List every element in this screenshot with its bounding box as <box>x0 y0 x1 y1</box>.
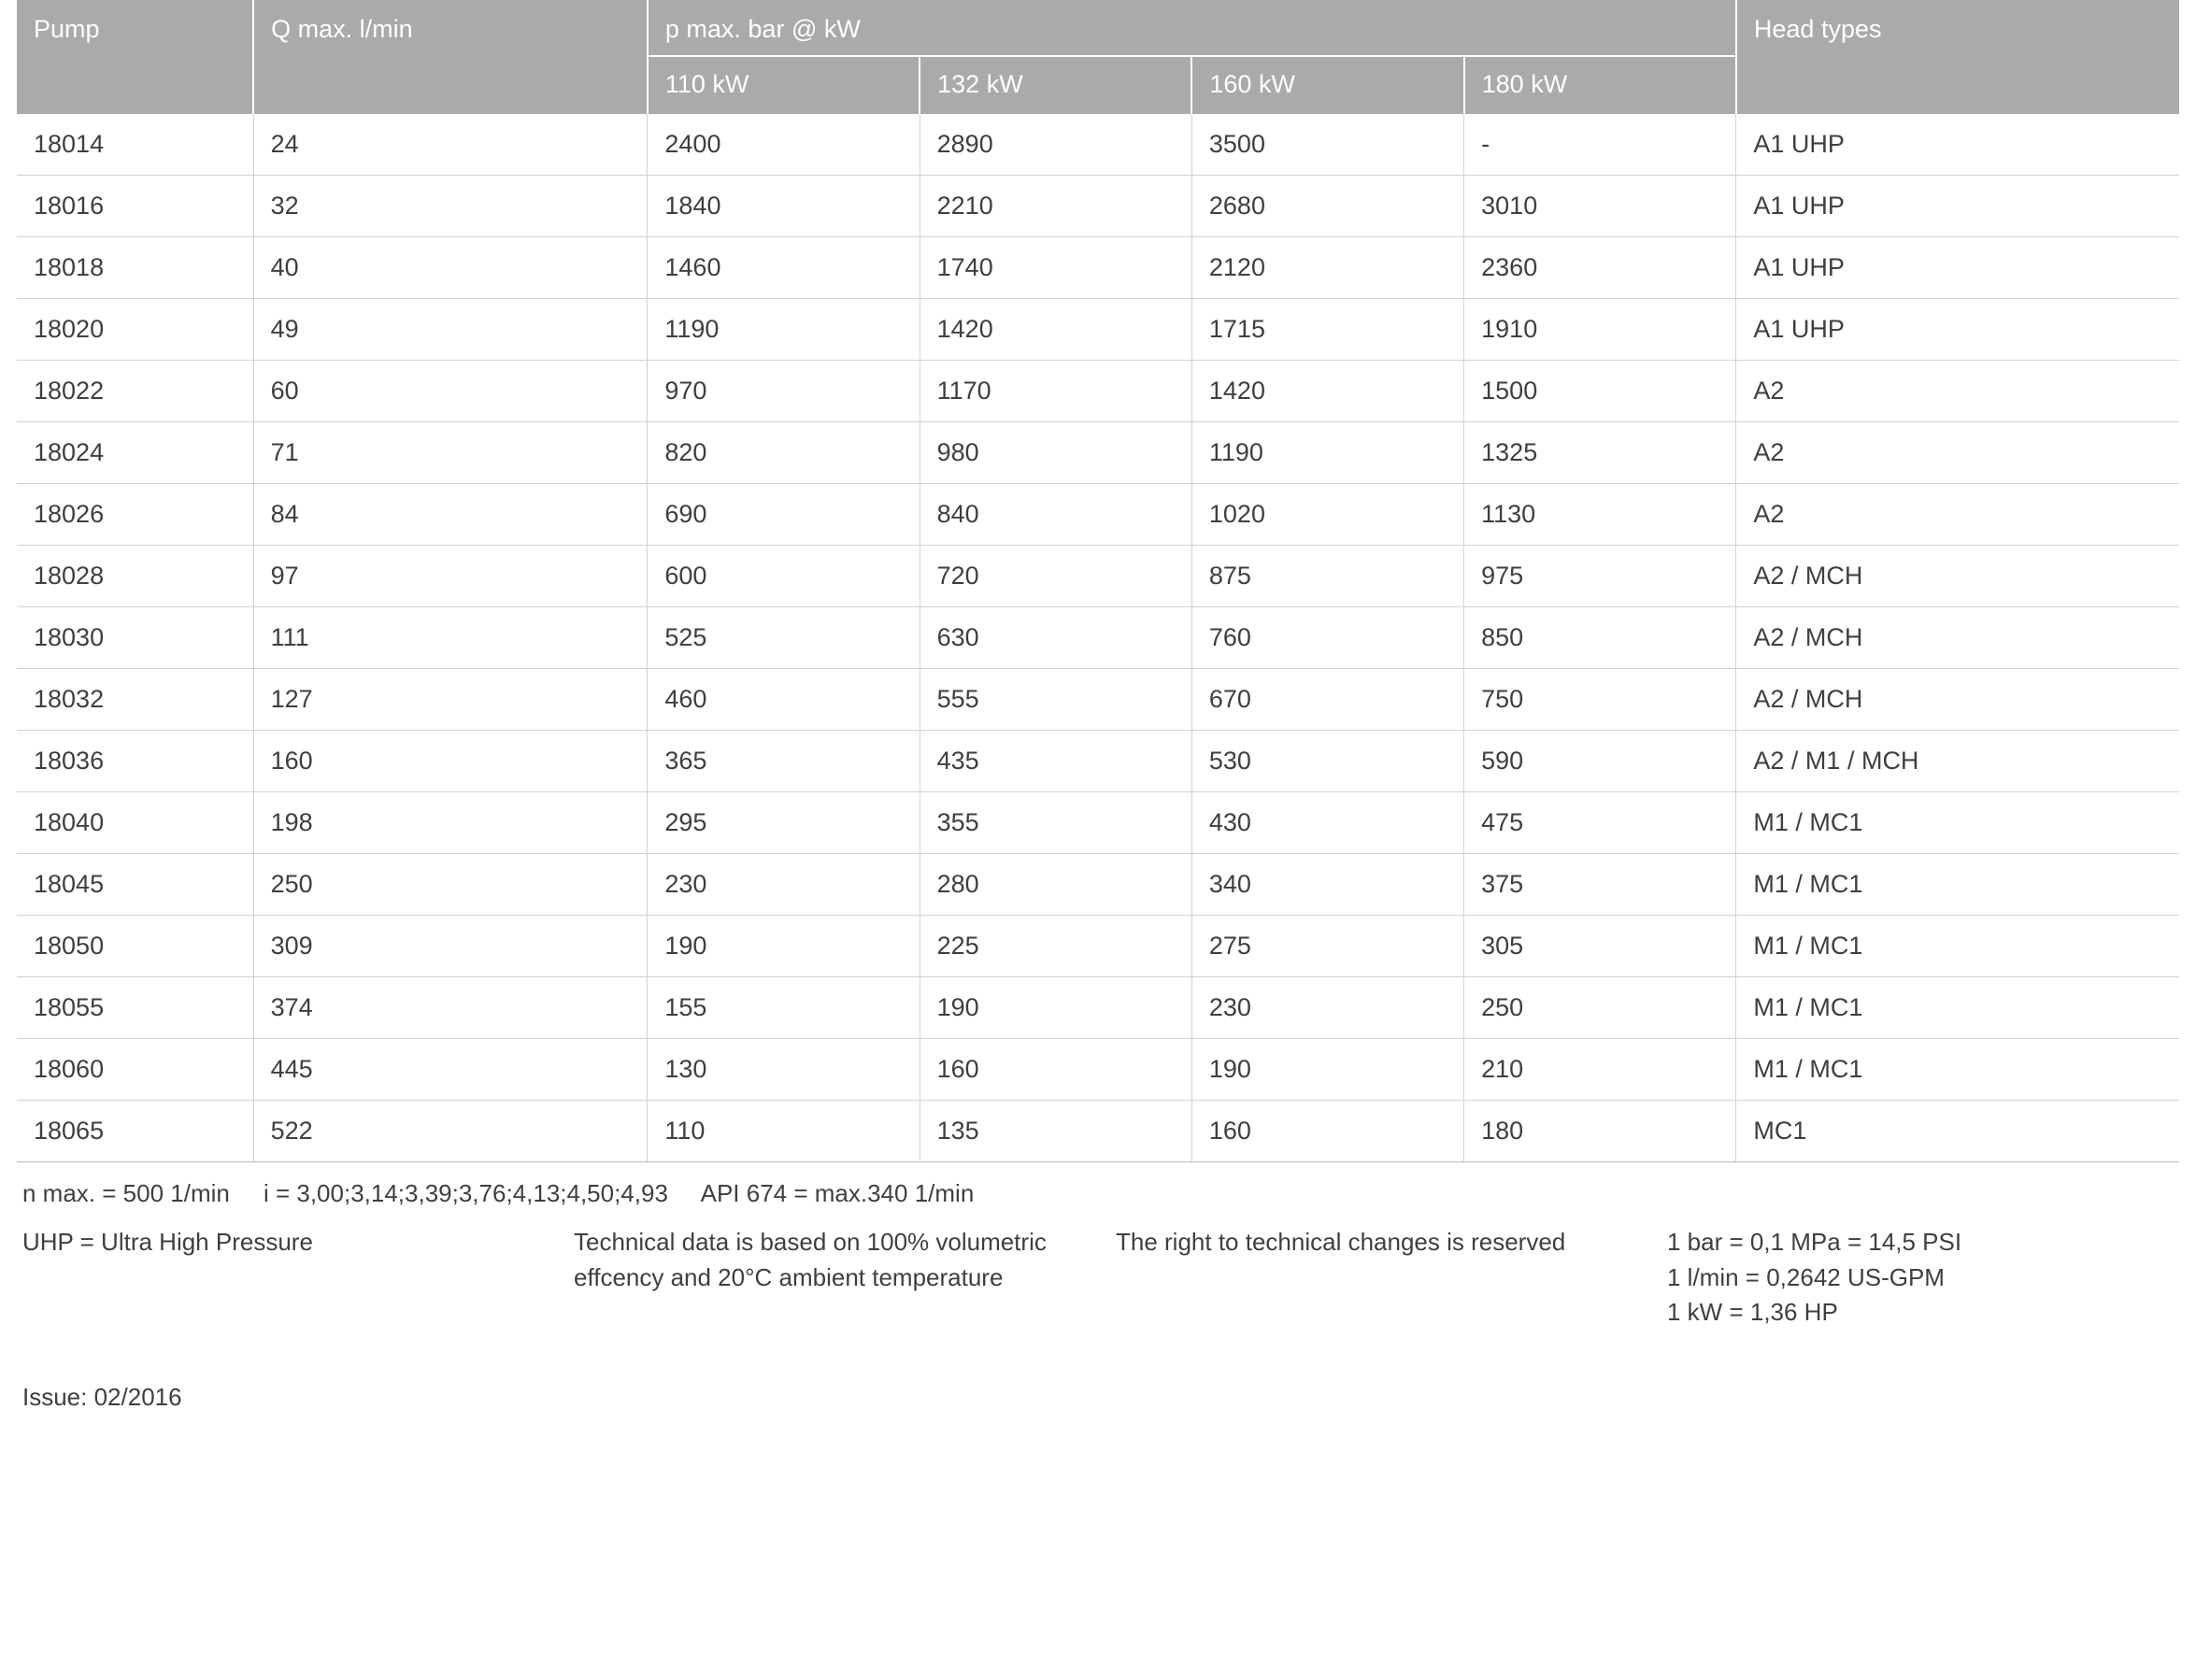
header-head-types: Head types <box>1736 0 2179 114</box>
cell-head-types: A2 <box>1736 361 2179 422</box>
cell-pmax-3: 475 <box>1464 792 1736 854</box>
table-row <box>17 916 2179 977</box>
rights-reserved-note: The right to technical changes is reserved <box>1116 1228 1566 1256</box>
cell-head-types: M1 / MC1 <box>1736 977 2179 1039</box>
cell-pump: 18014 <box>17 114 253 176</box>
cell-pump: 18060 <box>17 1039 253 1101</box>
cell-head-types: A2 / MCH <box>1736 607 2179 669</box>
cell-pmax-3: 1130 <box>1464 484 1736 546</box>
table-row <box>17 546 2179 607</box>
cell-pmax-2: 230 <box>1191 977 1463 1039</box>
cell-pmax-2: 875 <box>1191 546 1463 607</box>
cell-pmax-0: 110 <box>648 1101 920 1162</box>
cell-head-types: A1 UHP <box>1736 237 2179 299</box>
table-row <box>17 731 2179 792</box>
table-row <box>17 484 2179 546</box>
cell-pump: 18040 <box>17 792 253 854</box>
technical-data-note: Technical data is based on 100% volumetric effcency and 20°C ambient temperature <box>574 1228 1047 1291</box>
cell-q-max: 60 <box>253 361 648 422</box>
header-pump: Pump <box>17 0 253 114</box>
cell-q-max: 32 <box>253 176 648 237</box>
table-row <box>17 1039 2179 1101</box>
cell-pmax-1: 1420 <box>920 299 1191 361</box>
cell-pmax-3: 1500 <box>1464 361 1736 422</box>
cell-pmax-0: 365 <box>648 731 920 792</box>
cell-pmax-0: 2400 <box>648 114 920 176</box>
cell-pump: 18045 <box>17 854 253 916</box>
cell-head-types: M1 / MC1 <box>1736 1039 2179 1101</box>
cell-pmax-0: 525 <box>648 607 920 669</box>
cell-pump: 18036 <box>17 731 253 792</box>
cell-q-max: 40 <box>253 237 648 299</box>
cell-head-types: A2 <box>1736 484 2179 546</box>
conversion-kw: 1 kW = 1,36 HP <box>1667 1298 1838 1327</box>
cell-pmax-2: 1190 <box>1191 422 1463 484</box>
table-row <box>17 422 2179 484</box>
cell-pmax-1: 225 <box>920 916 1191 977</box>
table-body <box>17 114 2179 1162</box>
pump-spec-table <box>17 0 2179 1162</box>
table-header <box>17 0 2179 114</box>
cell-q-max: 84 <box>253 484 648 546</box>
cell-pmax-1: 720 <box>920 546 1191 607</box>
cell-q-max: 24 <box>253 114 648 176</box>
cell-pmax-0: 820 <box>648 422 920 484</box>
cell-pmax-2: 760 <box>1191 607 1463 669</box>
cell-pmax-2: 340 <box>1191 854 1463 916</box>
table-row <box>17 176 2179 237</box>
cell-pmax-2: 275 <box>1191 916 1463 977</box>
cell-pmax-1: 435 <box>920 731 1191 792</box>
cell-pmax-1: 280 <box>920 854 1191 916</box>
cell-pmax-0: 1840 <box>648 176 920 237</box>
cell-pmax-1: 355 <box>920 792 1191 854</box>
cell-pump: 18032 <box>17 669 253 731</box>
cell-pmax-3: 250 <box>1464 977 1736 1039</box>
cell-pmax-0: 970 <box>648 361 920 422</box>
cell-head-types: A2 / M1 / MCH <box>1736 731 2179 792</box>
cell-pmax-3: 975 <box>1464 546 1736 607</box>
cell-head-types: A1 UHP <box>1736 299 2179 361</box>
cell-head-types: M1 / MC1 <box>1736 916 2179 977</box>
cell-pmax-1: 135 <box>920 1101 1191 1162</box>
table-row <box>17 977 2179 1039</box>
cell-pmax-3: 850 <box>1464 607 1736 669</box>
cell-q-max: 97 <box>253 546 648 607</box>
cell-pmax-3: 3010 <box>1464 176 1736 237</box>
cell-q-max: 445 <box>253 1039 648 1101</box>
cell-q-max: 522 <box>253 1101 648 1162</box>
cell-pmax-0: 1190 <box>648 299 920 361</box>
cell-q-max: 127 <box>253 669 648 731</box>
header-kw-132: 132 kW <box>920 56 1191 114</box>
table-row <box>17 361 2179 422</box>
table-row <box>17 237 2179 299</box>
cell-head-types: M1 / MC1 <box>1736 854 2179 916</box>
cell-pmax-3: - <box>1464 114 1736 176</box>
header-kw-180: 180 kW <box>1464 56 1736 114</box>
cell-pump: 18024 <box>17 422 253 484</box>
cell-q-max: 71 <box>253 422 648 484</box>
cell-pmax-3: 1910 <box>1464 299 1736 361</box>
cell-pmax-2: 1715 <box>1191 299 1463 361</box>
cell-pmax-3: 305 <box>1464 916 1736 977</box>
cell-pump: 18050 <box>17 916 253 977</box>
cell-q-max: 111 <box>253 607 648 669</box>
cell-q-max: 374 <box>253 977 648 1039</box>
cell-pump: 18065 <box>17 1101 253 1162</box>
cell-pump: 18022 <box>17 361 253 422</box>
conversion-notes <box>1667 1225 2153 1331</box>
cell-pmax-1: 1170 <box>920 361 1191 422</box>
cell-pmax-0: 295 <box>648 792 920 854</box>
cell-head-types: M1 / MC1 <box>1736 792 2179 854</box>
cell-pmax-1: 1740 <box>920 237 1191 299</box>
header-q-max: Q max. l/min <box>253 0 648 114</box>
cell-head-types: A2 / MCH <box>1736 546 2179 607</box>
cell-head-types: A1 UHP <box>1736 176 2179 237</box>
uhp-note: UHP = Ultra High Pressure <box>22 1228 313 1256</box>
cell-pump: 18030 <box>17 607 253 669</box>
cell-pmax-2: 160 <box>1191 1101 1463 1162</box>
cell-pump: 18018 <box>17 237 253 299</box>
header-kw-160: 160 kW <box>1191 56 1463 114</box>
table-row <box>17 1101 2179 1162</box>
cell-head-types: A1 UHP <box>1736 114 2179 176</box>
header-kw-110: 110 kW <box>648 56 920 114</box>
cell-pmax-3: 750 <box>1464 669 1736 731</box>
cell-pmax-2: 1420 <box>1191 361 1463 422</box>
cell-pmax-0: 460 <box>648 669 920 731</box>
table-row <box>17 792 2179 854</box>
table-row <box>17 607 2179 669</box>
cell-pmax-1: 980 <box>920 422 1191 484</box>
cell-pmax-2: 2680 <box>1191 176 1463 237</box>
header-p-max: p max. bar @ kW <box>648 0 1736 56</box>
cell-q-max: 198 <box>253 792 648 854</box>
cell-pmax-1: 2890 <box>920 114 1191 176</box>
cell-pmax-0: 600 <box>648 546 920 607</box>
conversion-bar: 1 bar = 0,1 MPa = 14,5 PSI <box>1667 1228 1962 1256</box>
cell-head-types: A2 <box>1736 422 2179 484</box>
cell-pmax-0: 190 <box>648 916 920 977</box>
cell-pump: 18028 <box>17 546 253 607</box>
cell-pump: 18020 <box>17 299 253 361</box>
cell-pmax-2: 1020 <box>1191 484 1463 546</box>
cell-q-max: 160 <box>253 731 648 792</box>
cell-pmax-3: 375 <box>1464 854 1736 916</box>
cell-pmax-2: 530 <box>1191 731 1463 792</box>
cell-pmax-1: 190 <box>920 977 1191 1039</box>
cell-pmax-0: 230 <box>648 854 920 916</box>
table-row <box>17 299 2179 361</box>
cell-q-max: 309 <box>253 916 648 977</box>
issue-date: Issue: 02/2016 <box>22 1383 182 1412</box>
cell-pump: 18016 <box>17 176 253 237</box>
cell-q-max: 49 <box>253 299 648 361</box>
table-row <box>17 854 2179 916</box>
footer-notes <box>17 1212 2179 1331</box>
cell-pmax-3: 590 <box>1464 731 1736 792</box>
cell-pmax-3: 1325 <box>1464 422 1736 484</box>
cell-pmax-2: 2120 <box>1191 237 1463 299</box>
cell-pmax-0: 155 <box>648 977 920 1039</box>
cell-pmax-1: 840 <box>920 484 1191 546</box>
table-row <box>17 669 2179 731</box>
speed-ratio-note: n max. = 500 1/min i = 3,00;3,14;3,39;3,76;4,13;4,50;4,93 API 674 = max.340 1/min <box>22 1179 975 1207</box>
cell-pmax-2: 3500 <box>1191 114 1463 176</box>
conversion-lmin: 1 l/min = 0,2642 US-GPM <box>1667 1262 1945 1291</box>
cell-pmax-1: 160 <box>920 1039 1191 1101</box>
cell-pmax-2: 670 <box>1191 669 1463 731</box>
cell-q-max: 250 <box>253 854 648 916</box>
cell-pmax-1: 555 <box>920 669 1191 731</box>
cell-pmax-2: 190 <box>1191 1039 1463 1101</box>
cell-pmax-3: 180 <box>1464 1101 1736 1162</box>
cell-pmax-0: 690 <box>648 484 920 546</box>
cell-pump: 18055 <box>17 977 253 1039</box>
cell-pmax-1: 630 <box>920 607 1191 669</box>
table-row <box>17 114 2179 176</box>
cell-pmax-0: 130 <box>648 1039 920 1101</box>
cell-pmax-3: 210 <box>1464 1039 1736 1101</box>
cell-head-types: MC1 <box>1736 1101 2179 1162</box>
cell-head-types: A2 / MCH <box>1736 669 2179 731</box>
cell-pmax-0: 1460 <box>648 237 920 299</box>
cell-pmax-2: 430 <box>1191 792 1463 854</box>
cell-pmax-3: 2360 <box>1464 237 1736 299</box>
cell-pump: 18026 <box>17 484 253 546</box>
cell-pmax-1: 2210 <box>920 176 1191 237</box>
